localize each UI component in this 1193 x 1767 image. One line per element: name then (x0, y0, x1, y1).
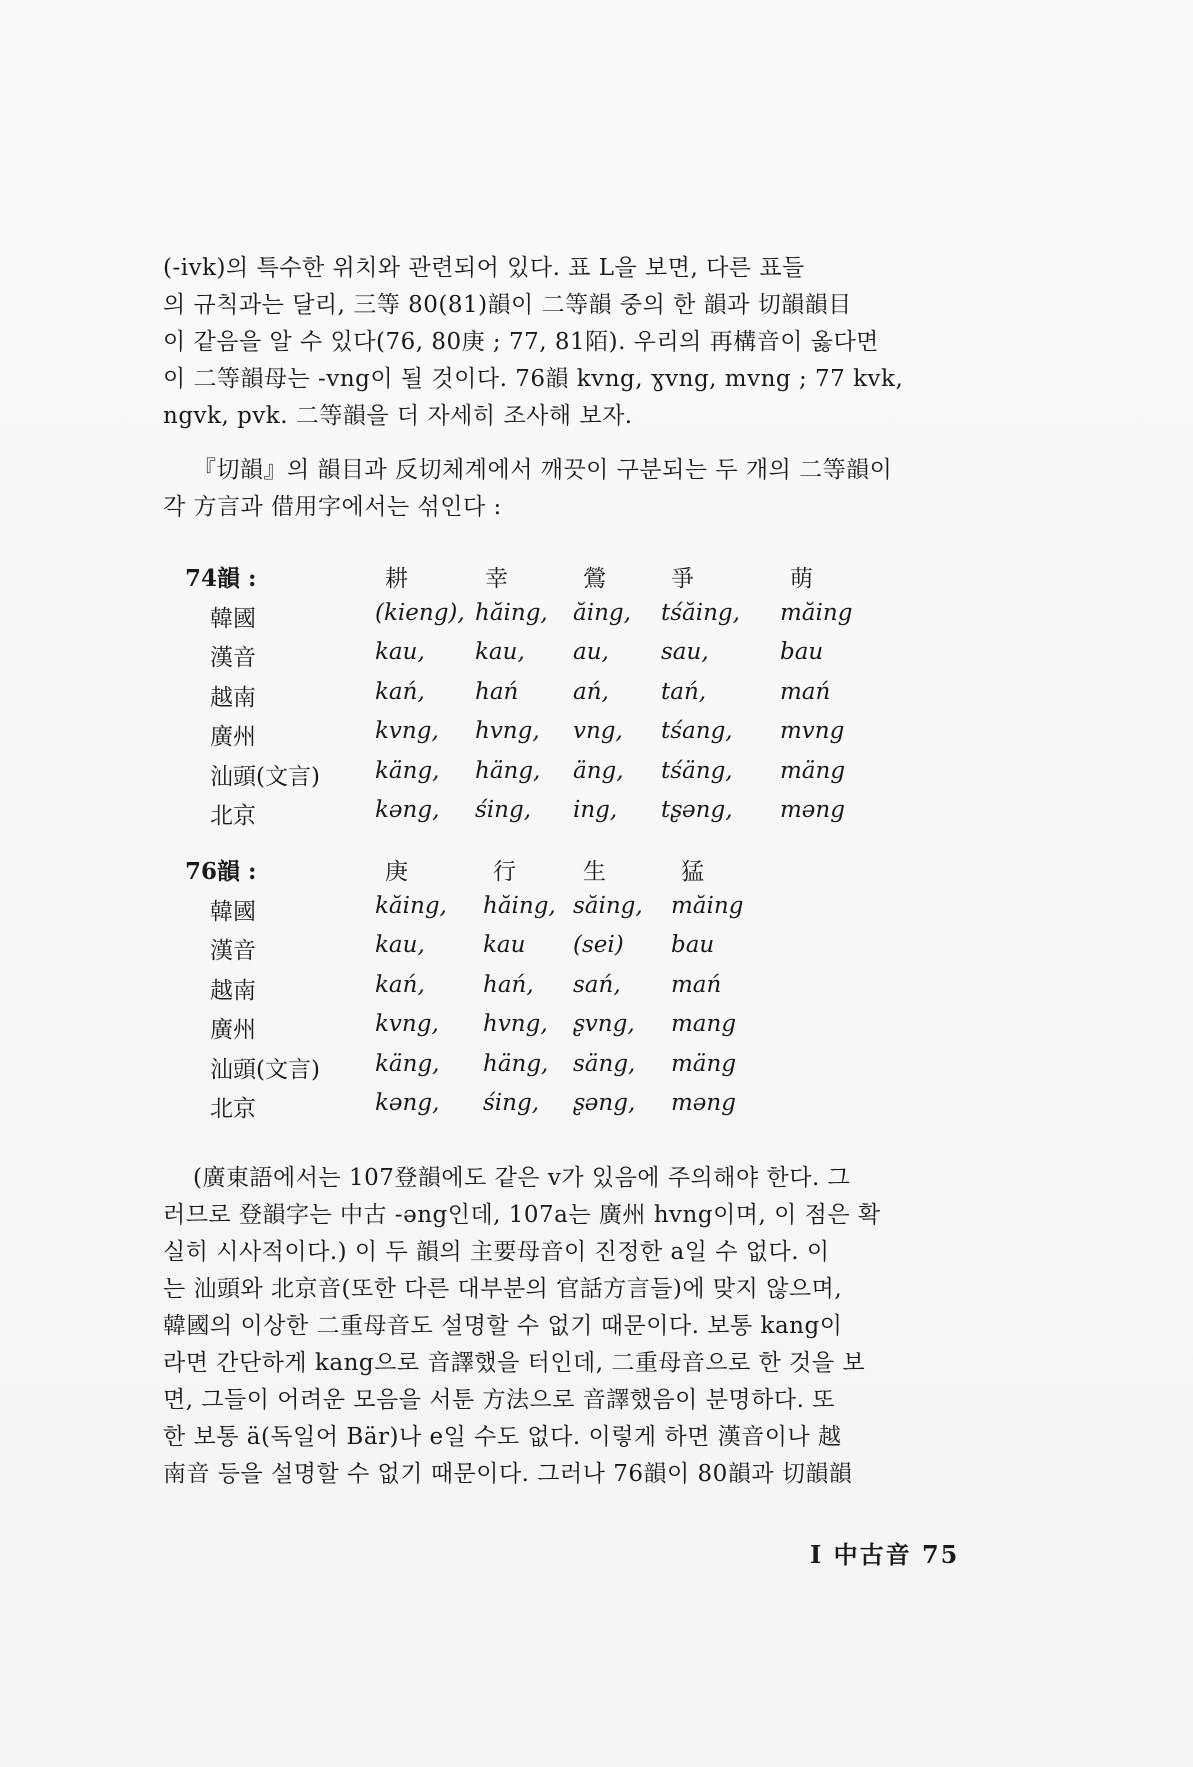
table-char-header: 生 (583, 859, 606, 885)
dialect-label: 北京 (210, 803, 256, 829)
reading-form: kau, (375, 932, 425, 958)
dialect-label: 漢音 (210, 645, 256, 671)
reading-form: kań, (375, 971, 425, 998)
text-line: 면, 그들이 어려운 모음을 서툰 方法으로 音譯했음이 분명하다. 또 (163, 1387, 835, 1413)
text-line: 의 규칙과는 달리, 三等 80(81)韻이 二等韻 중의 한 韻과 切韻韻目 (163, 292, 852, 318)
reading-form: bau (780, 639, 824, 665)
table-char-header: 幸 (485, 566, 508, 592)
reading-form: săing, (573, 892, 643, 919)
reading-form: ʂvng, (573, 1011, 635, 1037)
reading-form: tań, (661, 678, 707, 705)
text-line: 러므로 登韻字는 中古 -əng인데, 107a는 廣州 hvng이며, 이 점은 확 (163, 1202, 881, 1228)
reading-form: hvng, (483, 1011, 548, 1037)
reading-form: kau (483, 932, 526, 958)
reading-form: ʂəng, (573, 1090, 636, 1116)
dialect-label: 韓國 (210, 898, 256, 925)
reading-form: ań, (573, 678, 609, 705)
reading-form: ing, (573, 797, 618, 823)
reading-form: kau, (475, 639, 525, 665)
reading-form: kau, (375, 639, 425, 665)
text-line: (廣東語에서는 107登韻에도 같은 v가 있음에 주의해야 한다. 그 (193, 1165, 851, 1191)
dialect-label: 漢音 (210, 938, 256, 964)
text-line: 韓國의 이상한 二重母音도 설명할 수 없기 때문이다. 보통 kang이 (163, 1313, 843, 1339)
table-char-header: 行 (493, 859, 516, 885)
dialect-label: 韓國 (210, 605, 256, 632)
table-char-header: 耕 (385, 566, 408, 592)
reading-form: hăing, (483, 892, 556, 919)
text-line: (-ivk)의 특수한 위치와 관련되어 있다. 표 L을 보면, 다른 표들 (163, 255, 805, 281)
text-line: 이 二等韻母는 -vng이 될 것이다. 76韻 kvng, ɣvng, mvng ; 77 kvk, (163, 366, 904, 392)
reading-form: tśäng, (661, 757, 733, 784)
reading-form: śing, (483, 1090, 540, 1116)
table-char-header: 庚 (385, 859, 408, 885)
reading-form: au, (573, 639, 609, 665)
reading-form: hań, (483, 971, 534, 998)
text-line: 이 같음을 알 수 있다(76, 80庚 ; 77, 81陌). 우리의 再構音이 옳다면 (163, 329, 879, 355)
dialect-label: 汕頭(文言) (210, 763, 320, 790)
reading-form: kəng, (375, 797, 440, 823)
reading-form: häng, (475, 757, 541, 784)
text-line: 한 보통 ä(독일어 Bär)나 e일 수도 없다. 이렇게 하면 漢音이나 越 (163, 1424, 842, 1450)
dialect-label: 越南 (210, 684, 256, 711)
text-line: ngvk, pvk. 二等韻을 더 자세히 조사해 보자. (163, 403, 633, 429)
reading-form: kvng, (375, 1011, 439, 1037)
reading-form: säng, (573, 1050, 636, 1077)
reading-form: bau (671, 932, 715, 958)
reading-form: sau, (661, 639, 709, 665)
text-line: 南音 등을 설명할 수 없기 때문이다. 그러나 76韻이 80韻과 切韻韻 (163, 1461, 853, 1487)
reading-form: häng, (483, 1050, 549, 1077)
reading-form: kań, (375, 678, 425, 705)
text-line: 는 汕頭와 北京音(또한 다른 대부분의 官話方言들)에 맞지 않으며, (163, 1276, 843, 1302)
reading-form: äng, (573, 757, 624, 784)
reading-form: mań (671, 971, 722, 998)
table-char-header: 萌 (790, 566, 813, 592)
table-rhyme-header: 76韻 : (185, 858, 257, 885)
reading-form: tʂəng, (661, 797, 733, 823)
reading-form: vng, (573, 718, 623, 744)
reading-form: käng, (375, 757, 440, 784)
reading-form: kăing, (375, 892, 447, 919)
reading-form: măing (671, 892, 744, 919)
reading-form: śing, (475, 797, 532, 823)
reading-form: măing (780, 599, 853, 626)
page-number: 75 (921, 1540, 960, 1569)
reading-form: mäng (780, 757, 846, 784)
text-line: 실히 시사적이다.) 이 두 韻의 主要母音이 진정한 a일 수 없다. 이 (163, 1239, 830, 1265)
reading-form: məng (780, 797, 845, 823)
page-footer (810, 1535, 959, 1570)
table-char-header: 爭 (671, 566, 694, 592)
section-title: 中古音 (833, 1540, 912, 1569)
reading-form: hvng, (475, 718, 540, 744)
reading-form: (sei) (573, 932, 624, 958)
reading-form: sań, (573, 971, 621, 998)
reading-form: (kieng), (375, 599, 465, 626)
section-number: I (810, 1540, 824, 1569)
reading-form: kvng, (375, 718, 439, 744)
paragraph-1 (163, 250, 998, 435)
table-rhyme-header: 74韻 : (185, 565, 257, 592)
reading-form: käng, (375, 1050, 440, 1077)
reading-form: tśang, (661, 718, 733, 744)
table-char-header: 猛 (681, 859, 704, 885)
reading-form: mań (780, 678, 831, 705)
reading-form: ăing, (573, 599, 631, 626)
reading-form: hań (475, 678, 519, 705)
text-line: 각 方言과 借用字에서는 섞인다 : (163, 494, 502, 520)
paragraph-2 (163, 452, 998, 526)
dialect-label: 越南 (210, 977, 256, 1004)
dialect-label: 廣州 (210, 724, 256, 750)
reading-form: tśăing, (661, 599, 740, 626)
reading-form: mang (671, 1011, 737, 1037)
text-line: 『切韻』의 韻目과 反切체계에서 깨끗이 구분되는 두 개의 二等韻이 (193, 457, 893, 483)
dialect-label: 汕頭(文言) (210, 1056, 320, 1083)
reading-form: məng (671, 1090, 736, 1116)
dialect-label: 廣州 (210, 1017, 256, 1043)
text-line: 라면 간단하게 kang으로 音譯했을 터인데, 二重母音으로 한 것을 보 (163, 1350, 866, 1376)
reading-form: hăing, (475, 599, 548, 626)
reading-form: kəng, (375, 1090, 440, 1116)
paragraph-3 (163, 1160, 998, 1493)
reading-form: mvng (780, 718, 845, 744)
dialect-label: 北京 (210, 1096, 256, 1122)
reading-form: mäng (671, 1050, 737, 1077)
table-char-header: 鶯 (583, 566, 606, 592)
